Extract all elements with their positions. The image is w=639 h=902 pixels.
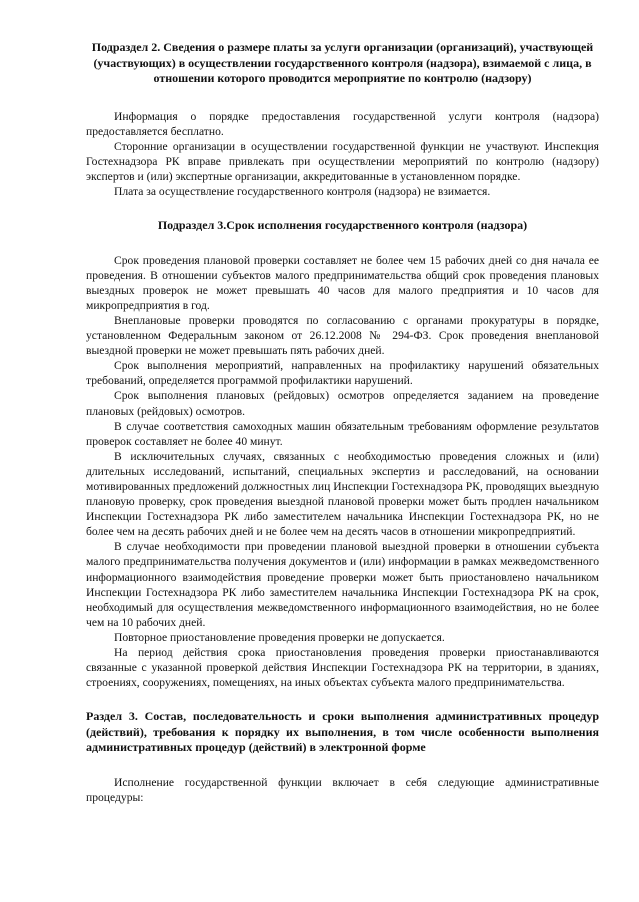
subsection-3-title: Подраздел 3.Срок исполнения государственного контроля (надзора) — [157, 218, 528, 233]
paragraph: Срок выполнения плановых (рейдовых) осмотров определяется заданием на проведение плановых (рейдовых) осмотров. — [86, 389, 599, 418]
paragraph: Плата за осуществление государственного контроля (надзора) не взимается. — [114, 184, 491, 198]
paragraph: В случае необходимости при проведении плановой выездной проверки в отношении субъекта малого предпринимательства получения документов и (или) информации в рамках межведомственного информационного взаимодействия проведение проверки может быть приостановлено начальником Инспекции Гостехнадзора РК либо заместителем начальника Инспекции Гостехнадзора РК на срок, необходимый для осуществления межведомственного информационного взаимодействия, но не более чем на 10 рабочих дней. — [86, 540, 599, 629]
paragraph: В исключительных случаях, связанных с необходимостью проведения сложных и (или) длительных исследований, испытаний, специальных экспертиз и расследований, на основании мотивированных предложений должностных лиц Инспекции Гостехнадзора РК, проводящих выездную плановую проверку, срок проведения выездной плановой проверки может быть продлен начальником Инспекции Гостехнадзора РК либо заместителем начальника Инспекции Гостехнадзора РК, но не более чем на десять рабочих дней и не более чем на десять часов в отношении микропредприятий. — [86, 449, 599, 539]
paragraph: Срок проведения плановой проверки составляет не более чем 15 рабочих дней со дня начала ее проведения. В отношении субъектов малого предпринимательства общий срок проведения плановых выездных проверок не может превышать 40 часов для малого предприятия и 10 часов для микропредприятия в год. — [86, 253, 599, 312]
paragraph: Внеплановые проверки проводятся по согласованию с органами прокуратуры в порядке, установленном Федеральным законом от 26.12.2008 № 294-ФЗ. Срок проведения внеплановой выездной проверки не может превышать пять рабочих дней. — [86, 313, 599, 358]
paragraph: Срок выполнения мероприятий, направленных на профилактику нарушений обязательных требований, определяется программой профилактики нарушений. — [86, 359, 599, 388]
subsection-2-title: Подраздел 2. Сведения о размере платы за услуги организации (организаций), участвующей (участвующих) в осуществлении государственного контроля (надзора), взимаемой с лица, в отношении которого проводится мероприятие по контролю (надзору) — [91, 40, 594, 85]
paragraph: На период действия срока приостановления проведения проверки приостанавливаются связанные с указанной проверкой действия Инспекции Гостехнадзора РК на территории, в зданиях, строениях, сооружениях, помещениях, на иных объектах субъекта малого предпринимательства. — [86, 646, 599, 690]
paragraph: Информация о порядке предоставления государственной услуги контроля (надзора) предоставляется бесплатно. — [86, 109, 599, 138]
paragraph: Исполнение государственной функции включает в себя следующие административные процедуры: — [86, 775, 599, 804]
paragraph: Сторонние организации в осуществлении государственной функции не участвуют. Инспекция Гостехнадзора РК вправе привлекать при осуществлении мероприятий по контролю (надзору) экспертов и (или) экспертные организации, аккредитованные в установленном порядке. — [86, 139, 599, 183]
paragraph: Повторное приостановление проведения проверки не допускается. — [114, 630, 445, 644]
section-3-title: Раздел 3. Состав, последовательность и сроки выполнения административных процедур (действий), требования к порядку их выполнения, в том числе особенности выполнения административных процедур (действий) в электронной форме — [86, 709, 599, 755]
paragraph: В случае соответствия самоходных машин обязательным требованиям оформление результатов проверок составляет не более 40 минут. — [86, 419, 599, 448]
